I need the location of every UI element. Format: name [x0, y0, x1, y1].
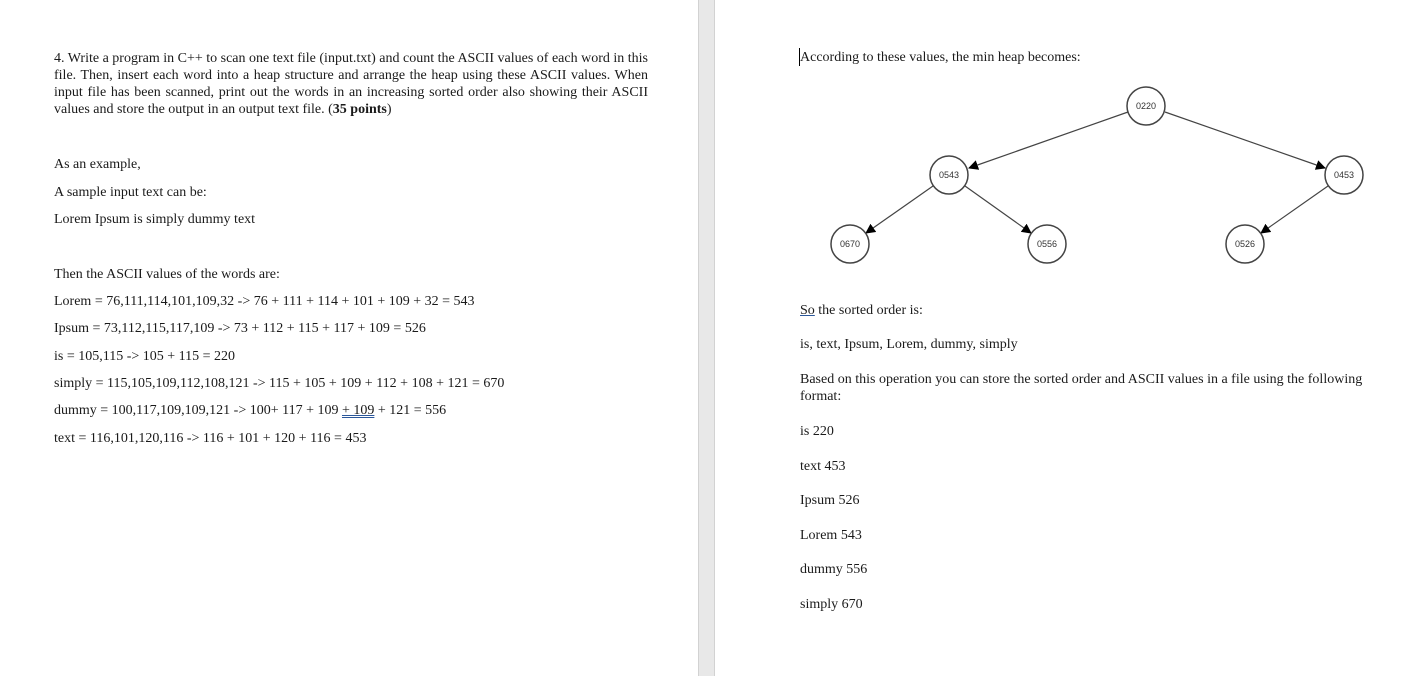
heap-node-right [1325, 156, 1363, 194]
ascii-line-text[interactable]: text = 116,101,120,116 -> 116 + 101 + 120 + 116 = 453 [54, 431, 367, 446]
heap-edge-0220-0453 [1165, 112, 1325, 168]
sample-text[interactable]: Lorem Ipsum is simply dummy text [54, 212, 256, 227]
sorted-list[interactable]: is, text, Ipsum, Lorem, dummy, simply [800, 337, 1018, 352]
heap-edge-0220-0543 [969, 112, 1128, 168]
ascii-line-ipsum[interactable]: Ipsum = 73,112,115,117,109 -> 73 + 112 + 115 + 117 + 109 = 526 [54, 321, 426, 336]
ascii-line-lorem[interactable]: Lorem = 76,111,114,101,109,32 -> 76 + 111 + 114 + 101 + 109 + 32 = 543 [54, 294, 475, 309]
ascii-intro[interactable]: Then the ASCII values of the words are: [54, 267, 280, 282]
output-line-text[interactable]: text 453 [800, 459, 846, 474]
heap-node-right-left [1226, 225, 1264, 263]
sorted-label[interactable] [800, 302, 923, 319]
output-line-lorem[interactable]: Lorem 543 [800, 528, 862, 543]
svg-text:0543: 0543 [938, 170, 960, 180]
output-line-ipsum[interactable]: Ipsum 526 [800, 493, 860, 508]
store-instructions[interactable]: Based on this operation you can store the sorted order and ASCII values in a file using the following format: [800, 372, 1363, 404]
question-text: 4. Write a program in C++ to scan one text file (input.txt) and count the ASCII values of each word in this file. Then, insert each word into a heap structure and arrange the heap using these ASCII values. When input file has been scanned, print out the words in an increasing sorted order also showing their ASCII values and store the output in an output text file. ( [54, 51, 648, 117]
sample-label[interactable]: A sample input text can be: [54, 185, 207, 200]
example-intro[interactable]: As an example, [54, 157, 141, 172]
heap-edge-0543-0556 [965, 186, 1031, 233]
svg-text:0526: 0526 [1234, 239, 1256, 249]
min-heap-diagram [820, 80, 1380, 275]
output-line-simply[interactable]: simply 670 [800, 597, 863, 612]
heap-node-root [1127, 87, 1165, 125]
heap-edge-0543-0670 [866, 186, 933, 233]
svg-text:0670: 0670 [839, 239, 861, 249]
svg-text:0556: 0556 [1036, 239, 1058, 249]
heap-node-left [930, 156, 968, 194]
dummy-line-post: + 121 = 556 [374, 403, 447, 418]
svg-text:0453: 0453 [1333, 170, 1355, 180]
output-line-dummy[interactable]: dummy 556 [800, 562, 868, 577]
ascii-line-simply[interactable]: simply = 115,105,109,112,108,121 -> 115 + 105 + 109 + 112 + 108 + 121 = 670 [54, 376, 505, 391]
heap-edge-0453-0526 [1261, 186, 1328, 233]
sorted-label-so: So [800, 303, 815, 318]
question-close-paren: ) [386, 102, 392, 117]
question-paragraph[interactable] [54, 50, 648, 118]
dummy-line-pre: dummy = 100,117,109,109,121 -> 100+ 117 + 109 [54, 403, 342, 418]
heap-node-left-left [831, 225, 869, 263]
heap-intro[interactable]: According to these values, the min heap becomes: [800, 50, 1081, 65]
heap-node-left-right [1028, 225, 1066, 263]
page-gutter [698, 0, 715, 676]
sorted-label-rest: the sorted order is: [814, 303, 923, 318]
svg-text:0220: 0220 [1135, 101, 1157, 111]
ascii-line-dummy[interactable] [54, 402, 446, 419]
question-points: 35 points [332, 102, 387, 117]
dummy-line-proofing-mark: + 109 [341, 403, 375, 418]
ascii-line-is[interactable]: is = 105,115 -> 105 + 115 = 220 [54, 349, 236, 364]
output-line-is[interactable]: is 220 [800, 424, 834, 439]
